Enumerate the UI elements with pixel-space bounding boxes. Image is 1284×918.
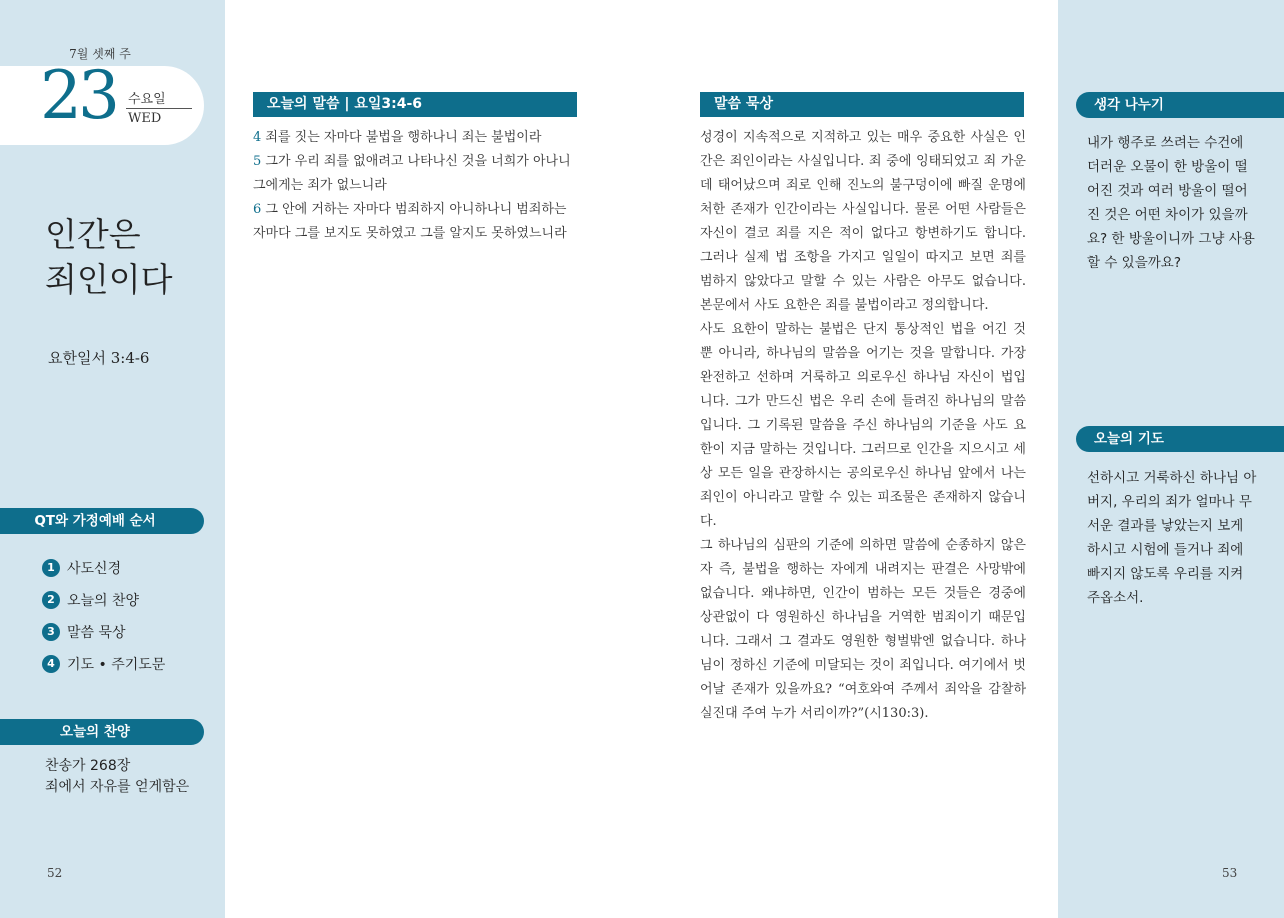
share-header: 생각 나누기 bbox=[1076, 92, 1284, 118]
page-number-left: 52 bbox=[47, 866, 63, 880]
verse bbox=[253, 198, 579, 246]
page-title bbox=[45, 212, 173, 302]
order-item bbox=[42, 584, 165, 616]
number-badge: 4 bbox=[42, 655, 60, 673]
meditation-body bbox=[700, 126, 1026, 726]
verse-number: 6 bbox=[253, 202, 262, 217]
page-title-line-2: 죄인이다 bbox=[45, 260, 173, 299]
verse-text: 죄를 짓는 자마다 불법을 행하나니 죄는 불법이라 bbox=[265, 130, 542, 145]
word-header: 오늘의 말씀 | 요일3:4-6 bbox=[253, 92, 577, 117]
verse-number: 5 bbox=[253, 154, 262, 169]
day-of-week-english: WED bbox=[128, 111, 162, 126]
number-badge: 3 bbox=[42, 623, 60, 641]
order-header: QT와 가정예배 순서 bbox=[0, 508, 204, 534]
order-item bbox=[42, 616, 165, 648]
prayer-text: 선하시고 거룩하신 하나님 아버지, 우리의 죄가 얼마나 무서운 결과를 낳았는지 보게 하시고 시험에 들거나 죄에 빠지지 않도록 우리를 지켜 주옵소서. bbox=[1087, 470, 1257, 606]
page-title-line-1: 인간은 bbox=[45, 215, 141, 254]
meditation-paragraph: 사도 요한이 말하는 불법은 단지 통상적인 법을 어긴 것 뿐 아니라, 하나님의 말씀을 어기는 것을 말합니다. 가장 완전하고 선하며 거룩하고 의로우신 하나님 자신이 법입니다. 그가 만드신 법은 우리 손에 들려진 하나님의 말씀입니다. 그 기록된 말씀을 주신 하나님의 기준을 사도 요한이 지금 말하는 것입니다. 그러므로 인간을 지으시고 세상 모든 일을 관장하시는 공의로우신 하나님 앞에서 나는 죄인이 아니라고 말할 수 있는 피조물은 존재하지 않습니다. bbox=[700, 322, 1026, 529]
prayer-header: 오늘의 기도 bbox=[1076, 426, 1284, 452]
page-number-right: 53 bbox=[1222, 866, 1238, 880]
hymn-number: 찬송가 268장 bbox=[45, 758, 131, 774]
order-item bbox=[42, 552, 165, 584]
hymn-title: 죄에서 자유를 얻게함은 bbox=[45, 779, 190, 795]
hymn-info bbox=[45, 756, 189, 798]
number-badge: 2 bbox=[42, 591, 60, 609]
meditation-header: 말씀 묵상 bbox=[700, 92, 1024, 117]
verse bbox=[253, 126, 579, 150]
verse-text: 그 안에 거하는 자마다 범죄하지 아니하나니 범죄하는 자마다 그를 보지도 못하였고 그를 알지도 못하였느니라 bbox=[253, 202, 567, 241]
order-item-label: 오늘의 찬양 bbox=[67, 593, 140, 609]
scripture-reference: 요한일서 3:4-6 bbox=[48, 349, 150, 367]
week-label: 7월 셋째 주 bbox=[69, 47, 131, 61]
meditation-paragraph: 그 하나님의 심판의 기준에 의하면 말씀에 순종하지 않은 자 즉, 불법을 행하는 자에게 내려지는 판결은 사망밖에 없습니다. 왜냐하면, 인간이 범하는 모든 것들은 경중에 상관없이 다 영원하신 하나님을 거역한 범죄이기 때문입니다. 그래서 그 결과도 영원한 형벌밖엔 없습니다. 하나님이 정하신 기준에 미달되는 것이 죄입니다. 여기에서 벗어날 존재가 있을까요? “여호와여 주께서 죄악을 감찰하실진대 주여 누가 서리이까?”(시130:3). bbox=[700, 538, 1026, 721]
verse-number: 4 bbox=[253, 130, 262, 145]
order-item-label: 기도 • 주기도문 bbox=[67, 657, 166, 673]
order-item bbox=[42, 648, 165, 680]
order-list bbox=[42, 552, 165, 680]
order-item-label: 사도신경 bbox=[67, 561, 122, 577]
verse-list bbox=[253, 126, 579, 246]
verse bbox=[253, 150, 579, 198]
hymn-header: 오늘의 찬양 bbox=[0, 719, 204, 745]
share-text: 내가 행주로 쓰려는 수건에 더러운 오물이 한 방울이 떨어진 것과 여러 방울이 떨어진 것은 어떤 차이가 있을까요? 한 방울이니까 그냥 사용할 수 있을까요? bbox=[1087, 135, 1255, 271]
day-divider bbox=[126, 108, 192, 109]
order-item-label: 말씀 묵상 bbox=[67, 625, 126, 641]
number-badge: 1 bbox=[42, 559, 60, 577]
meditation-paragraph: 성경이 지속적으로 지적하고 있는 매우 중요한 사실은 인간은 죄인이라는 사실입니다. 죄 중에 잉태되었고 죄 가운데 태어났으며 죄로 인해 진노의 불구덩이에 빠질 운명에 처한 존재가 인간이라는 사실입니다. 물론 어떤 사람들은 자신이 결코 죄를 지은 적이 없다고 항변하기도 합니다. 그러나 실제 법 조항을 가지고 일일이 따지고 보면 죄를 범하지 않았다고 말할 수 있는 사람은 아무도 없습니다. 본문에서 사도 요한은 죄를 불법이라고 정의합니다. bbox=[700, 130, 1026, 313]
day-number: 23 bbox=[40, 57, 116, 134]
verse-text: 그가 우리 죄를 없애려고 나타나신 것을 너희가 아나니 그에게는 죄가 없느니라 bbox=[253, 154, 571, 193]
day-of-week-korean: 수요일 bbox=[128, 92, 166, 107]
